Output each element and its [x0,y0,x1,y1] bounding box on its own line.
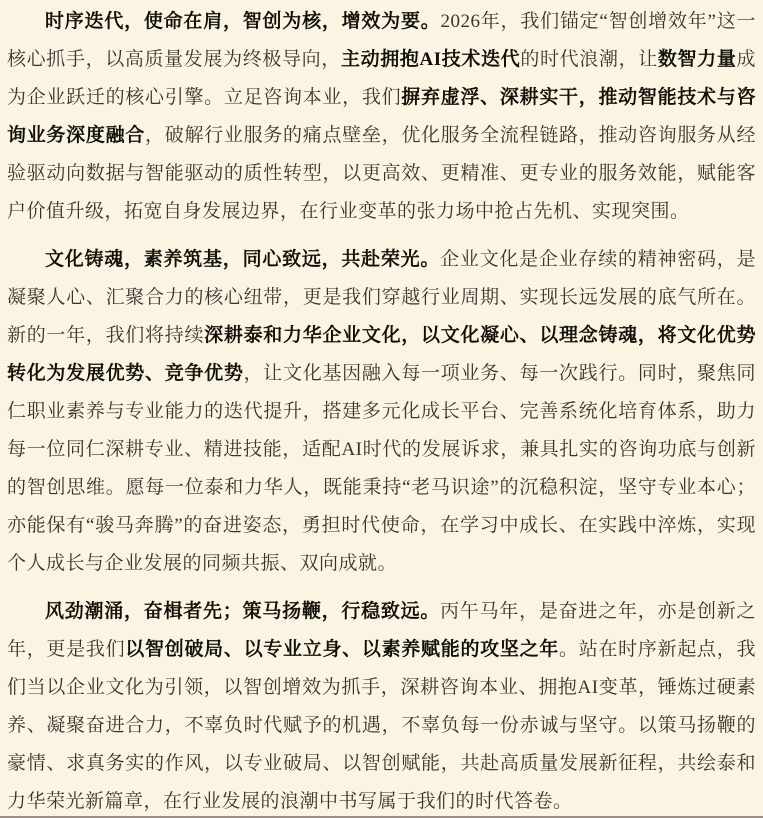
body-text-run: 丙午马年，是奋进之年，亦是创新之年，更是我们 [7,601,756,660]
body-text-run: 2026年，我们锚定“智创增效年”这一核心抓手，以高质量发展为终极导向， [7,11,756,70]
emphasis-text-run: 数智力量 [657,49,737,70]
body-text-run: 的时代浪潮，让 [520,49,658,70]
paragraph-closing-outlook [7,593,756,818]
body-text-run: ，让文化基因融入每一项业务、每一次践行。同时，聚焦同仁职业素养与专业能力的迭代提升，搭建多元化成长平台、完善系统化培育体系，助力每一位同仁深耕专业、精进技能，适配AI时代的发展诉求，兼具扎实的咨询功底与创新的智创思维。愿每一位泰和力华人，既能秉持“老马识途”的沉稳积淀，坚守专业本心；亦能保有“骏马奔腾”的奋进姿态，勇担时代使命，在学习中成长、在实践中淬炼，实现个人成长与企业发展的同频共振、双向成就。 [7,363,756,574]
body-text-run: 成为企业跃迁的核心引擎。立足咨询本业，我们 [7,49,756,108]
lead-in-bold-text: 风劲潮涌，奋楫者先；策马扬鞭，行稳致远。 [45,601,441,622]
emphasis-text-run: 深耕泰和力华企业文化，以文化凝心、以理念铸魂，将文化优势转化为发展优势、竞争优势 [7,325,756,384]
body-text-run: 企业文化是企业存续的精神密码，是凝聚人心、汇聚合力的核心纽带，更是我们穿越行业周期、实现长远发展的底气所在。新的一年，我们将持续 [7,249,756,346]
emphasis-text-run: 以智创破局、以专业立身、以素养赋能的攻坚之年 [125,639,560,660]
emphasis-text-run: 摒弃虚浮、深耕实干，推动智能技术与咨询业务深度融合 [7,87,756,146]
body-text-run: ，破解行业服务的痛点壁垒，优化服务全流程链路，推动咨询服务从经验驱动向数据与智能驱动的质性转型，以更高效、更精准、更专业的服务效能，赋能客户价值升级，拓宽自身发展边界，在行业变革的张力场中抢占先机、实现突围。 [7,125,756,222]
paragraph-iteration-mission [7,3,756,231]
body-text-run: 。站在时序新起点，我们当以企业文化为引领，以智创增效为抓手，深耕咨询本业、拥抱AI变革，锤炼过硬素养、凝聚奋进合力，不辜负时代赋予的机遇，不辜负每一份赤诚与坚守。以策马扬鞭的豪情、求真务实的作风，以专业破局、以智创赋能，共赴高质量发展新征程，共绘泰和力华荣光新篇章，在行业发展的浪潮中书写属于我们的时代答卷。 [7,639,756,812]
lead-in-bold-text: 时序迭代，使命在肩，智创为核，增效为要。 [45,11,441,32]
emphasis-text-run: 主动拥抱AI技术迭代 [340,49,521,70]
paragraph-culture-quality [7,241,756,583]
lead-in-bold-text: 文化铸魂，素养筑基，同心致远，共赴荣光。 [45,249,441,270]
